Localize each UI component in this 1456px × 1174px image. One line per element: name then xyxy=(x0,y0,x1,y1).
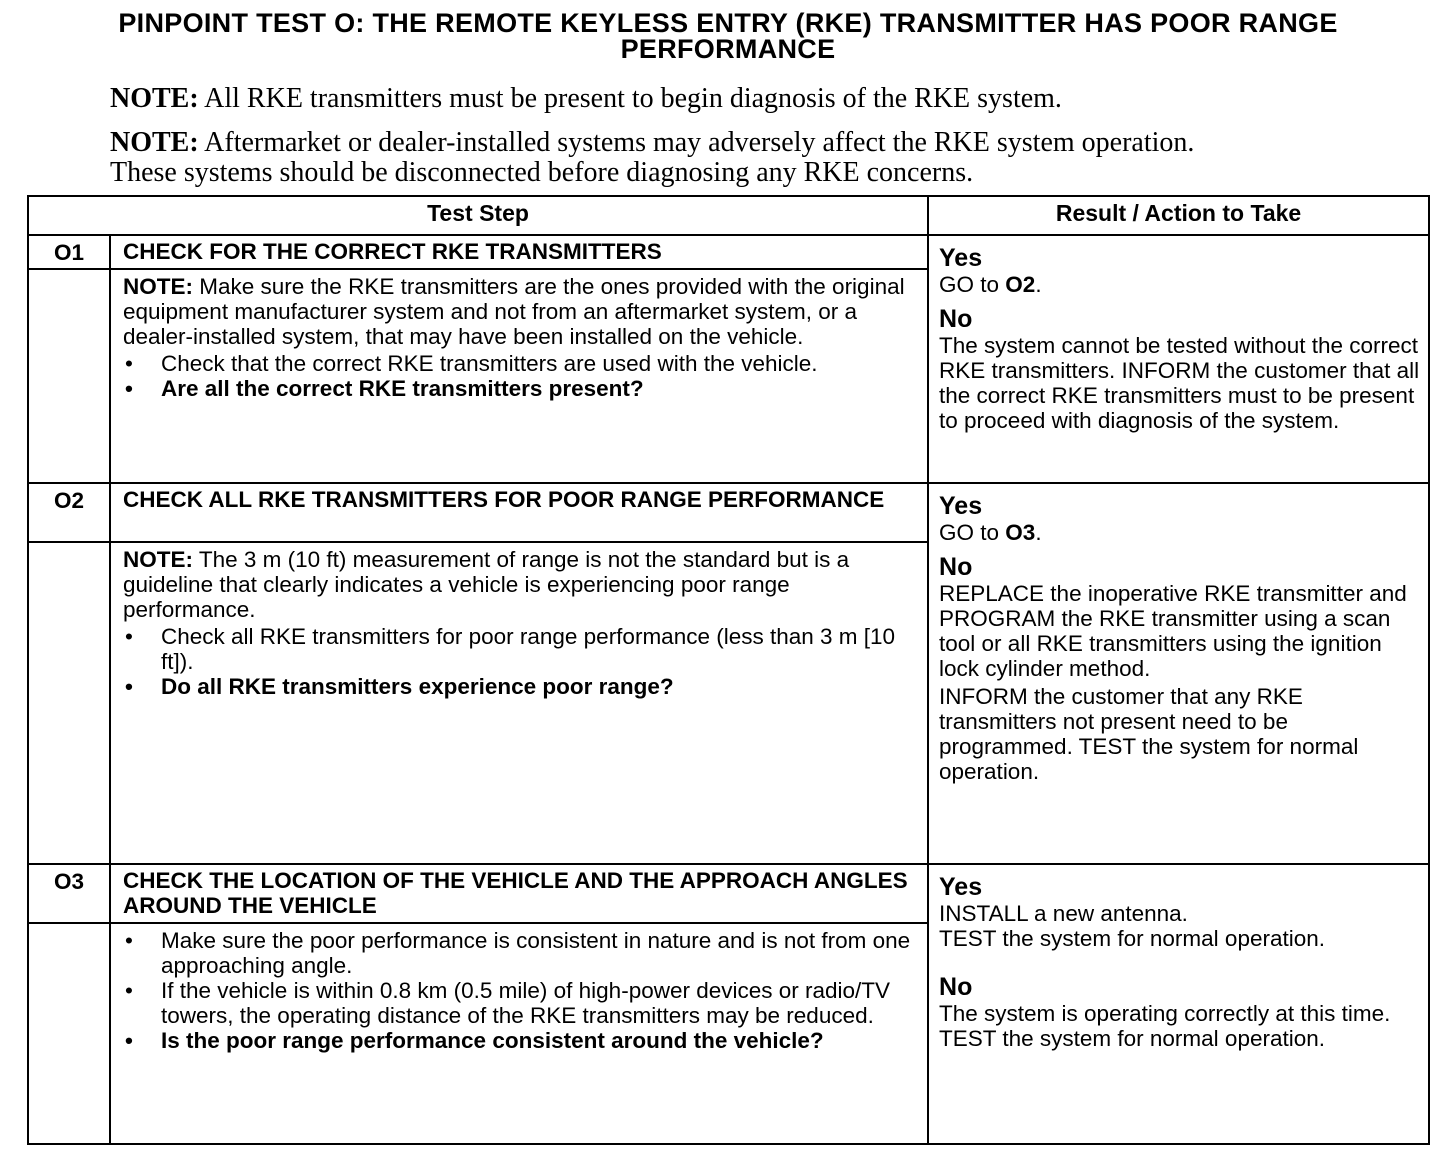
note-aftermarket xyxy=(110,128,1230,188)
step-question: • Do all RKE transmitters experience poor range? xyxy=(123,674,917,699)
yes-action: GO to O2. xyxy=(939,272,1042,297)
step-body xyxy=(110,542,928,864)
column-header-result: Result / Action to Take xyxy=(928,196,1429,235)
yes-label: Yes xyxy=(939,873,983,901)
step-o3-result xyxy=(928,864,1429,1144)
step-body xyxy=(110,923,928,1144)
bullet-item: • Check that the correct RKE transmitters are used with the vehicle. xyxy=(123,351,917,376)
step-bullets xyxy=(123,928,917,1053)
step-o2-result xyxy=(928,483,1429,864)
no-label: No xyxy=(939,553,973,581)
note-label: NOTE: xyxy=(110,83,199,114)
step-id: O3 xyxy=(28,864,110,923)
step-bullets xyxy=(123,624,917,699)
step-id: O1 xyxy=(28,235,110,269)
title-line-2: PERFORMANCE xyxy=(620,34,836,64)
step-id: O2 xyxy=(28,483,110,542)
note-rke-present xyxy=(110,84,1230,114)
bullet-item: • If the vehicle is within 0.8 km (0.5 mile) of high-power devices or radio/TV towers, the operating distance of the RKE transmitters may be reduced. xyxy=(123,978,917,1028)
note-label: NOTE: xyxy=(110,127,199,158)
step-question: • Is the poor range performance consistent around the vehicle? xyxy=(123,1028,917,1053)
title-line-1: PINPOINT TEST O: THE REMOTE KEYLESS ENTRY (RKE) TRANSMITTER HAS POOR RANGE xyxy=(118,8,1338,38)
step-note: NOTE: The 3 m (10 ft) measurement of range is not the standard but is a guideline that clearly indicates a vehicle is experiencing poor range performance. xyxy=(123,547,850,622)
note-text: All RKE transmitters must be present to begin diagnosis of the RKE system. xyxy=(198,83,1062,114)
table-header-row xyxy=(28,196,1429,235)
yes-label: Yes xyxy=(939,492,983,520)
step-o3-title-row xyxy=(28,864,1429,923)
step-title: CHECK THE LOCATION OF THE VEHICLE AND THE APPROACH ANGLES AROUND THE VEHICLE xyxy=(110,864,928,923)
yes-action: INSTALL a new antenna. xyxy=(939,901,1188,926)
step-title: CHECK FOR THE CORRECT RKE TRANSMITTERS xyxy=(110,235,928,269)
step-o2-title-row xyxy=(28,483,1429,542)
yes-action: GO to O3. xyxy=(939,520,1042,545)
no-label: No xyxy=(939,973,973,1001)
pinpoint-test-table xyxy=(27,195,1430,1145)
step-o1-result xyxy=(928,235,1429,483)
no-action: The system cannot be tested without the correct RKE transmitters. INFORM the customer that all the correct RKE transmitters must to be present to proceed with diagnosis of the system. xyxy=(939,333,1420,433)
step-title: CHECK ALL RKE TRANSMITTERS FOR POOR RANGE PERFORMANCE xyxy=(110,483,928,542)
no-action: REPLACE the inoperative RKE transmitter and PROGRAM the RKE transmitter using a scan tool or all RKE transmitters using the ignition lock cylinder method. xyxy=(939,581,1407,681)
step-body xyxy=(110,269,928,483)
step-o1-title-row xyxy=(28,235,1429,269)
no-label: No xyxy=(939,305,973,333)
yes-label: Yes xyxy=(939,244,983,272)
page-title xyxy=(0,10,1456,62)
bullet-item: • Check all RKE transmitters for poor range performance (less than 3 m [10 ft]). xyxy=(123,624,917,674)
column-header-test-step: Test Step xyxy=(28,196,928,235)
no-action: The system is operating correctly at this time. TEST the system for normal operation. xyxy=(939,1001,1391,1051)
no-action-inform: INFORM the customer that any RKE transmitters not present need to be programmed. TEST the system for normal operation. xyxy=(939,684,1359,784)
step-bullets xyxy=(123,351,917,401)
yes-action-test: TEST the system for normal operation. xyxy=(939,926,1326,951)
bullet-item: • Make sure the poor performance is consistent in nature and is not from one approaching angle. xyxy=(123,928,917,978)
step-note: NOTE: Make sure the RKE transmitters are the ones provided with the original equipment manufacturer system and not from an aftermarket system, or a dealer-installed system, that may have been installed on the vehicle. xyxy=(123,274,905,349)
note-text: Aftermarket or dealer-installed systems may adversely affect the RKE system operation. These systems should be disconnected before diagnosing any RKE concerns. xyxy=(110,127,1195,188)
step-question: • Are all the correct RKE transmitters present? xyxy=(123,376,917,401)
